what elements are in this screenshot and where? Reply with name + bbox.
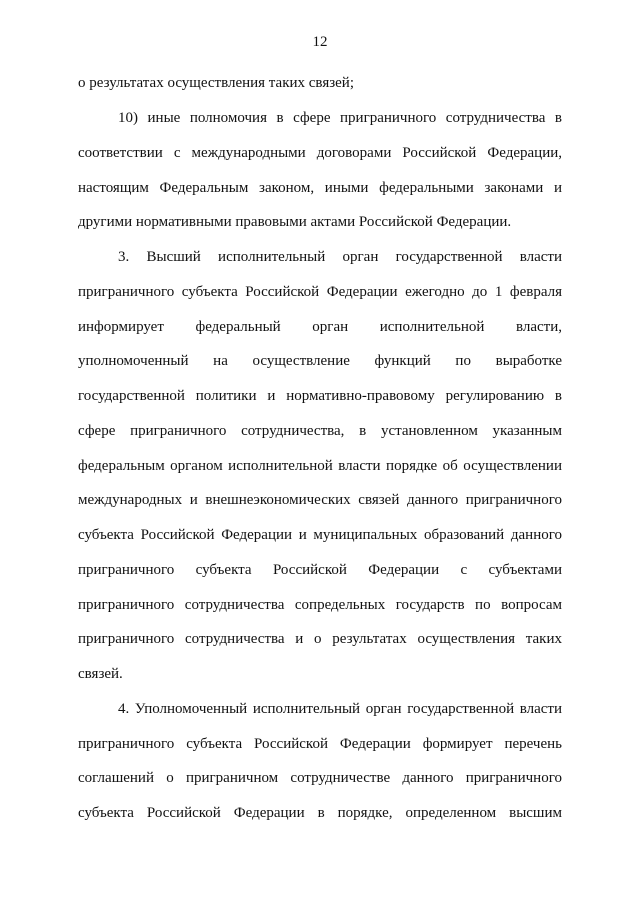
text-line: соответствии с международными договорами Российской Федерации, (78, 145, 562, 161)
text-line: настоящим Федеральным законом, иными федеральными законами и (78, 180, 562, 196)
text-line: информирует федеральный орган исполнительной власти, (78, 319, 562, 335)
text-line: субъекта Российской Федерации в порядке, определенном высшим (78, 805, 562, 821)
text-line: связей. (78, 666, 123, 682)
text-line: о результатах осуществления таких связей; (78, 75, 354, 91)
text-line: приграничного субъекта Российской Федерации с субъектами (78, 562, 562, 578)
text-line: 10) иные полномочия в сфере приграничного сотрудничества в (118, 110, 562, 126)
text-line: государственной политики и нормативно-правовому регулированию в (78, 388, 562, 404)
text-line: приграничного сотрудничества и о результатах осуществления таких (78, 631, 562, 647)
text-line: федеральным органом исполнительной власти порядке об осуществлении (78, 458, 562, 474)
text-line: субъекта Российской Федерации и муниципальных образований данного (78, 527, 562, 543)
text-line: соглашений о приграничном сотрудничестве данного приграничного (78, 770, 562, 786)
text-line: 3. Высший исполнительный орган государственной власти (118, 249, 562, 265)
text-line: приграничного субъекта Российской Федерации формирует перечень (78, 736, 562, 752)
text-line: сфере приграничного сотрудничества, в установленном указанным (78, 423, 562, 439)
page-number: 12 (312, 34, 328, 50)
text-line: 4. Уполномоченный исполнительный орган государственной власти (118, 701, 562, 717)
text-line: приграничного субъекта Российской Федерации ежегодно до 1 февраля (78, 284, 562, 300)
text-line: уполномоченный на осуществление функций по выработке (78, 353, 562, 369)
text-line: международных и внешнеэкономических связей данного приграничного (78, 492, 562, 508)
text-line: приграничного сотрудничества сопредельных государств по вопросам (78, 597, 562, 613)
text-line: другими нормативными правовыми актами Российской Федерации. (78, 214, 512, 230)
